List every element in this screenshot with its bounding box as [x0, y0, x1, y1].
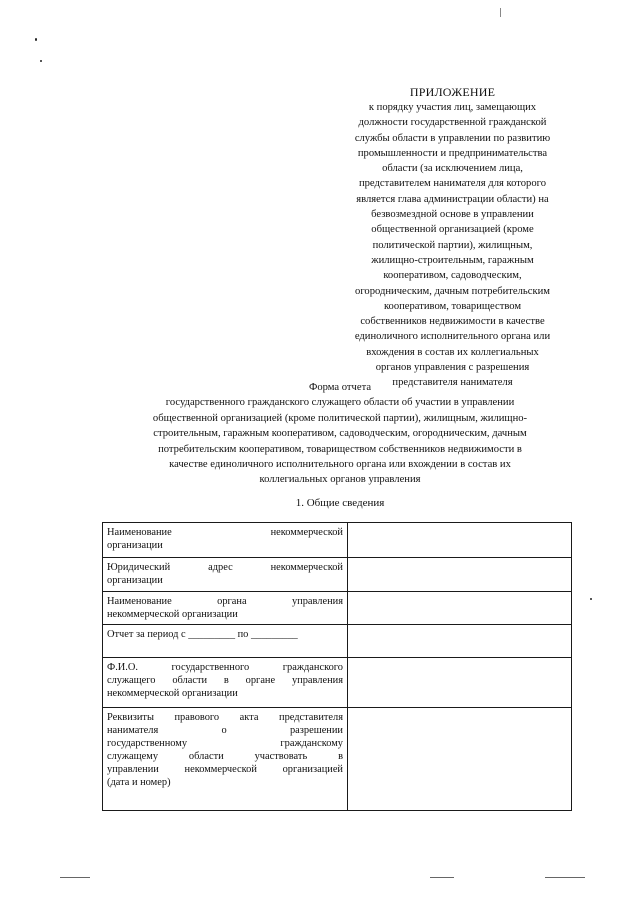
table-row [103, 708, 572, 811]
form-title-line: коллегиальных органов управления [259, 474, 421, 486]
field-label-management-body [103, 592, 348, 625]
appendix-line: единоличного исполнительного органа или [354, 331, 551, 343]
scan-speck [500, 8, 501, 17]
appendix-line: органов управления с разрешения [375, 362, 530, 374]
table-row [103, 523, 572, 558]
field-label-servant-name [103, 658, 348, 708]
appendix-block [325, 84, 580, 391]
label-line: служащему области участвовать в [107, 751, 343, 762]
appendix-line: представителем нанимателя для которого [358, 178, 547, 190]
label-line: Реквизиты правового акта представителя [107, 712, 343, 723]
appendix-line: к порядку участия лиц, замещающих [368, 102, 537, 113]
field-label-legal-act-details [103, 708, 348, 811]
table-row [103, 558, 572, 592]
table-row [103, 592, 572, 625]
label-line: организации [107, 575, 163, 586]
label-line: Юридический адрес некоммерческой [107, 562, 343, 573]
appendix-line: области (за исключением лица, [382, 163, 523, 175]
appendix-line: безвозмездной основе в управлении [371, 209, 534, 221]
label-line: Наименование некоммерческой [107, 527, 343, 538]
table-row [103, 625, 572, 658]
appendix-line: огородническим, дачным потребительским [355, 285, 550, 297]
form-title-line: общественной организацией (кроме политической партии), жилищным, жилищно- [152, 412, 528, 424]
label-line: нанимателя о разрешении [107, 725, 343, 736]
scan-edge-mark [545, 877, 585, 878]
appendix-line: является глава администрации области) на [356, 193, 549, 205]
field-value-legal-act-details[interactable] [348, 708, 572, 811]
appendix-line: политической партии), жилищным, [372, 239, 533, 251]
form-title-block [100, 380, 580, 488]
form-title-line: качестве единоличного исполнительного органа или вхождении в состав их [169, 459, 511, 471]
appendix-line: должности государственной гражданской [358, 117, 547, 129]
label-line: Ф.И.О. государственного гражданского [107, 662, 343, 673]
field-value-servant-name[interactable] [348, 658, 572, 708]
appendix-line: вхождения в состав их коллегиальных [366, 346, 539, 358]
field-value-management-body[interactable] [348, 592, 572, 625]
scan-edge-mark [60, 877, 90, 878]
label-line: организации [107, 540, 163, 551]
appendix-line: службы области в управлении по развитию [354, 132, 551, 144]
field-label-legal-address [103, 558, 348, 592]
appendix-line: общественной организацией (кроме [371, 224, 534, 236]
appendix-line: собственников недвижимости в качестве [360, 316, 545, 328]
table-row [103, 658, 572, 708]
appendix-heading: ПРИЛОЖЕНИЕ [409, 85, 496, 99]
form-title-line: потребительским кооперативом, товариществом собственников недвижимости в [158, 443, 522, 455]
scan-edge-mark [430, 877, 454, 878]
field-label-report-period [103, 625, 348, 658]
form-title-line: государственного гражданского служащего области об участии в управлении [165, 397, 515, 409]
label-line: некоммерческой организации [107, 609, 238, 620]
scan-speck [590, 598, 592, 600]
label-line: управлении некоммерческой организацией [107, 764, 343, 775]
label-line: (дата и номер) [107, 777, 171, 788]
field-label-organization-name [103, 523, 348, 558]
field-value-report-period[interactable] [348, 625, 572, 658]
appendix-line: кооперативом, товариществом [383, 300, 522, 312]
section-title: 1. Общие сведения [295, 497, 385, 509]
field-value-legal-address[interactable] [348, 558, 572, 592]
appendix-line: промышленности и предпринимательства [357, 147, 548, 159]
field-value-organization-name[interactable] [348, 523, 572, 558]
label-line: служащего области в органе управления [107, 675, 343, 686]
scan-speck [35, 38, 37, 41]
appendix-line: представителя нанимателя [392, 377, 513, 389]
form-title-line: строительным, гаражным кооперативом, садоводческим, огородническим, дачным [153, 428, 527, 440]
general-info-table [102, 522, 572, 811]
appendix-line: жилищно-строительным, гаражным [371, 254, 534, 266]
label-line: государственному гражданскому [107, 738, 343, 749]
form-title-heading: Форма отчета [308, 382, 372, 393]
label-line: Наименование органа управления [107, 596, 343, 607]
label-line: некоммерческой организации [107, 688, 238, 699]
appendix-line: кооперативом, садоводческим, [383, 270, 522, 282]
label-line: Отчет за период с _________ по _________ [107, 629, 298, 640]
scan-speck [40, 60, 42, 62]
